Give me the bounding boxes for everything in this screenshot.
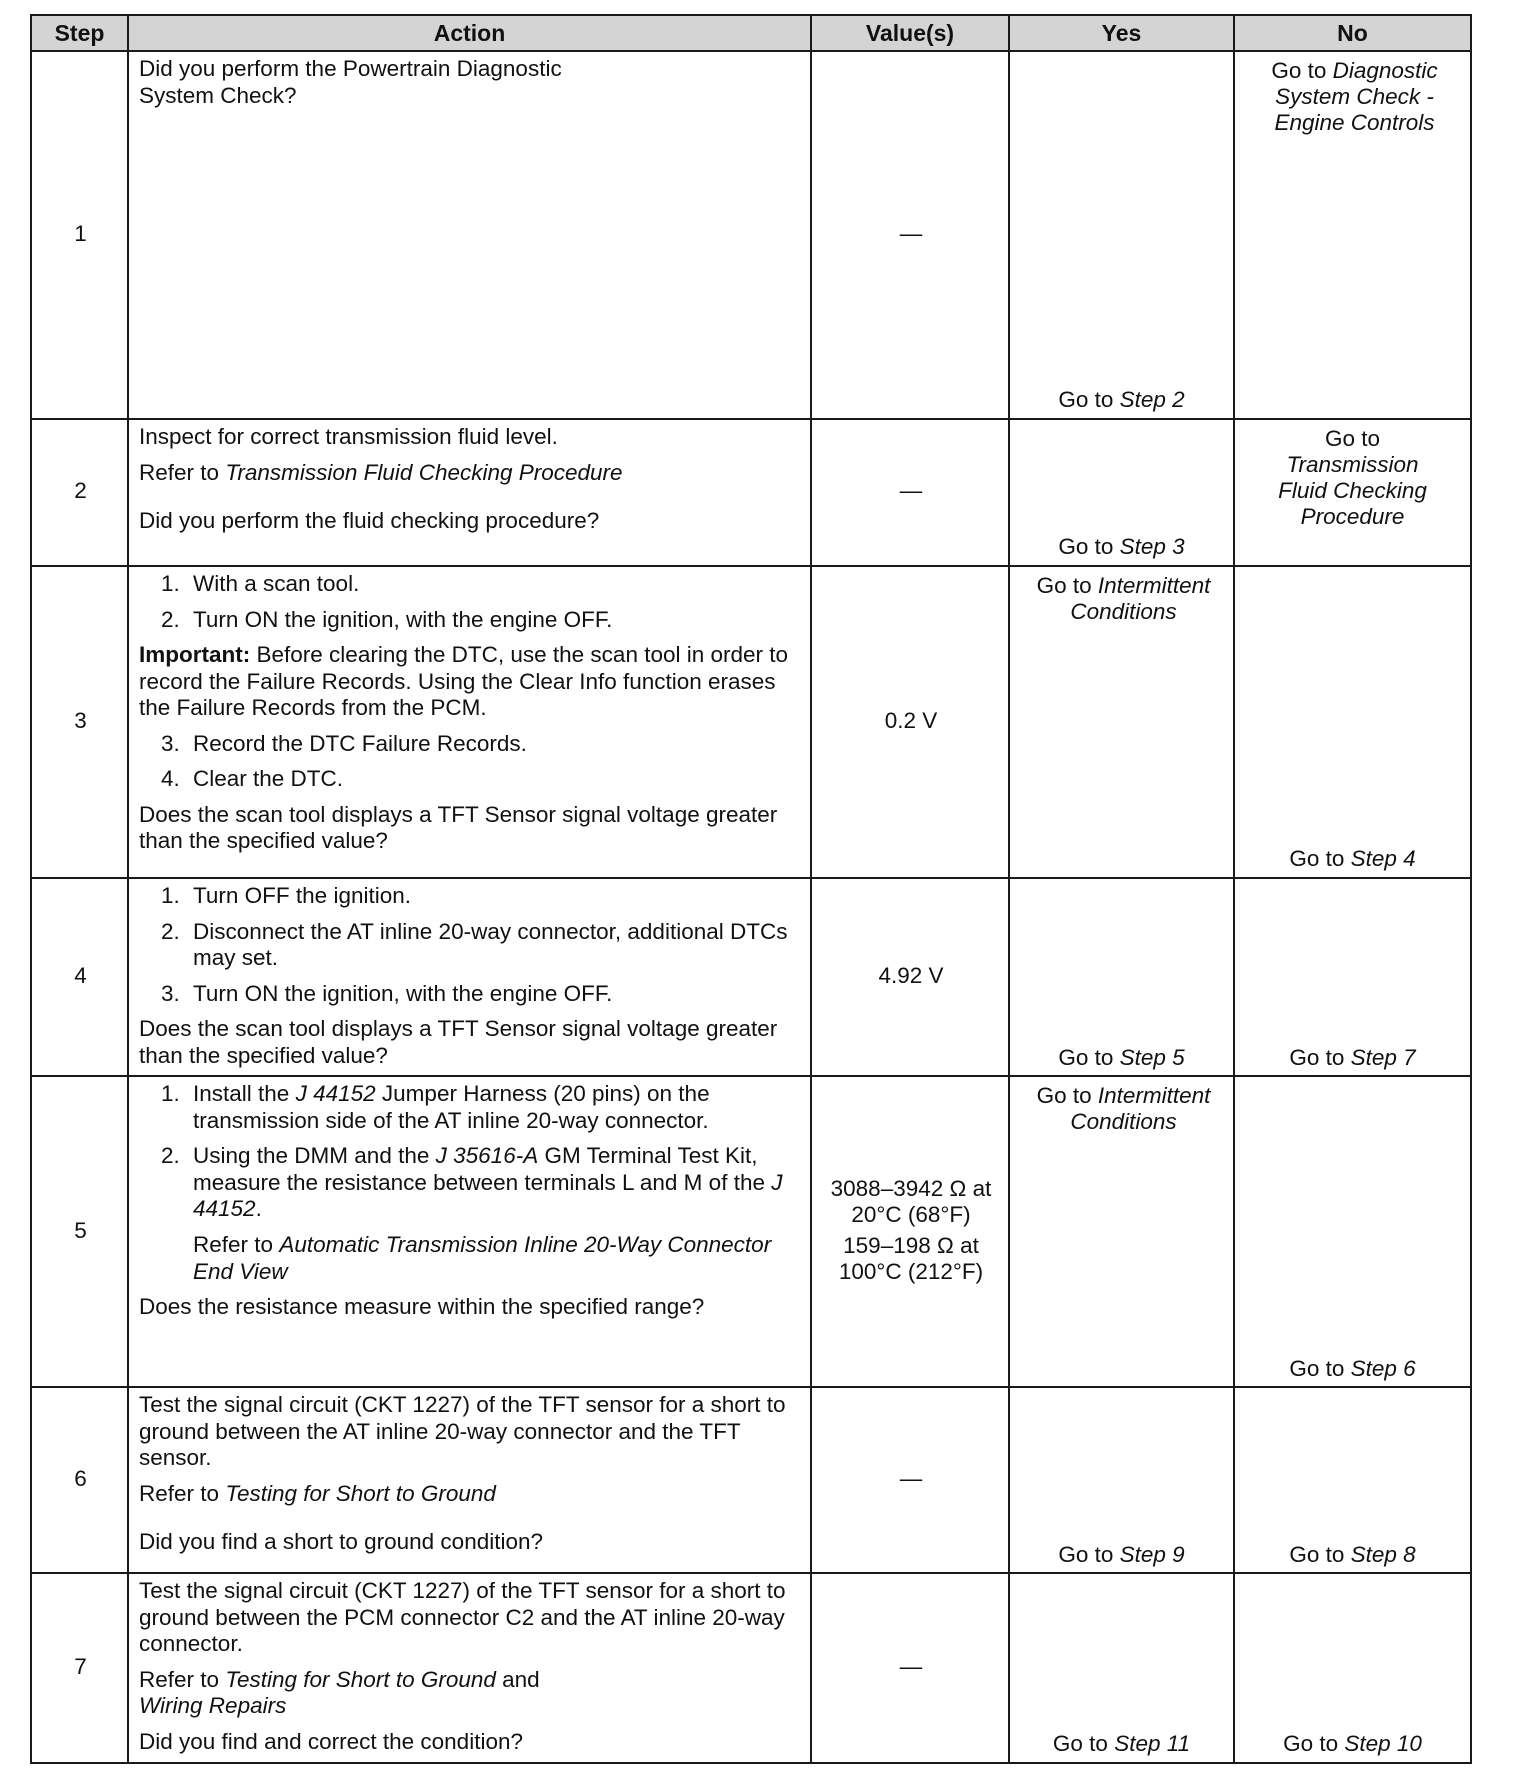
step-number: 5 — [31, 1076, 128, 1387]
table-row — [31, 1573, 1471, 1762]
no-cell — [1234, 51, 1471, 419]
yes-cell — [1009, 1387, 1234, 1573]
step-number: 7 — [31, 1573, 128, 1762]
step-number: 3 — [31, 566, 128, 878]
no-link[interactable]: Go to Step 4 — [1289, 846, 1416, 872]
refer-link[interactable]: Testing for Short to Ground — [225, 1666, 496, 1692]
no-link[interactable]: Go to Step 7 — [1289, 1044, 1416, 1070]
list-item: 1. Install the J 44152 Jumper Harness (20 pins) on the transmission side of the AT inline 20-way connector. — [161, 1081, 710, 1133]
action-text: Test the signal circuit (CKT 1227) of the TFT sensor for a short to ground between the AT inline 20-way connector and the TFT sensor. — [139, 1392, 786, 1471]
yes-link[interactable]: Go to Step 11 — [1052, 1731, 1191, 1757]
action-cell — [128, 51, 811, 419]
table-row — [31, 419, 1471, 566]
yes-cell — [1009, 566, 1234, 878]
header-values: Value(s) — [811, 15, 1009, 51]
list-item: 2. Turn ON the ignition, with the engine OFF. — [161, 606, 613, 632]
step-number: 4 — [31, 878, 128, 1076]
action-refer: Refer to Transmission Fluid Checking Procedure — [139, 459, 623, 485]
value-cell: 4.92 V — [811, 878, 1009, 1076]
action-cell — [128, 878, 811, 1076]
yes-link[interactable]: Go to Step 5 — [1058, 1044, 1185, 1070]
step-number: 1 — [31, 51, 128, 419]
yes-link[interactable]: Go to Step 3 — [1058, 534, 1185, 560]
no-cell — [1234, 566, 1471, 878]
action-cell — [128, 419, 811, 566]
yes-cell — [1009, 419, 1234, 566]
action-refer: Refer to Automatic Transmission Inline 20-Way Connector End View — [193, 1232, 772, 1284]
no-link[interactable]: Go to Transmission Fluid Checking Procedure — [1278, 426, 1427, 529]
value-cell — [811, 1076, 1009, 1387]
list-item: 1. With a scan tool. — [161, 571, 360, 596]
yes-cell — [1009, 1573, 1234, 1762]
action-question: Did you find a short to ground condition? — [139, 1529, 544, 1555]
action-text: Test the signal circuit (CKT 1227) of the TFT sensor for a short to ground between the PCM connector C2 and the AT inline 20-way connector. — [139, 1578, 786, 1657]
action-cell — [128, 1573, 811, 1762]
list-item: 3. Turn ON the ignition, with the engine OFF. — [161, 980, 613, 1006]
yes-cell — [1009, 51, 1234, 419]
action-cell — [128, 566, 811, 878]
action-cell — [128, 1387, 811, 1573]
action-question: Did you perform the Powertrain Diagnostic System Check? — [139, 56, 562, 108]
list-item: 3. Record the DTC Failure Records. — [161, 730, 527, 756]
refer-link[interactable]: Wiring Repairs — [139, 1693, 287, 1719]
no-link[interactable]: Go to Step 8 — [1289, 1541, 1416, 1567]
action-question: Does the resistance measure within the specified range? — [139, 1294, 705, 1320]
table-row — [31, 566, 1471, 878]
table-row — [31, 878, 1471, 1076]
yes-link[interactable]: Go to Intermittent Conditions — [1036, 1083, 1211, 1135]
header-action: Action — [128, 15, 811, 51]
header-step: Step — [31, 15, 128, 51]
table-row — [31, 1387, 1471, 1573]
yes-cell — [1009, 878, 1234, 1076]
no-link[interactable]: Go to Diagnostic System Check - Engine Controls — [1271, 58, 1438, 135]
value-range-20c: 3088–3942 Ω at 20°C (68°F) — [830, 1175, 992, 1228]
action-refer: Refer to Testing for Short to Ground — [139, 1480, 496, 1506]
value-range-100c: 159–198 Ω at 100°C (212°F) — [838, 1232, 984, 1285]
table-row — [31, 1076, 1471, 1387]
diagnostic-table — [30, 14, 1472, 1764]
header-row — [31, 15, 1471, 51]
no-cell — [1234, 1076, 1471, 1387]
yes-link[interactable]: Go to Step 2 — [1058, 387, 1185, 413]
action-cell — [128, 1076, 811, 1387]
action-text: Inspect for correct transmission fluid level. — [139, 424, 558, 449]
value-cell: — — [811, 1387, 1009, 1573]
refer-link[interactable]: Transmission Fluid Checking Procedure — [225, 459, 623, 485]
action-question: Does the scan tool displays a TFT Sensor signal voltage greater than the specified value? — [139, 1016, 778, 1068]
header-no: No — [1234, 15, 1471, 51]
yes-cell — [1009, 1076, 1234, 1387]
important-note: Important: Before clearing the DTC, use the scan tool in order to record the Failure Records. Using the Clear Info function erases the Failure Records from the PCM. — [139, 642, 789, 721]
action-question: Does the scan tool displays a TFT Sensor signal voltage greater than the specified value? — [139, 801, 778, 854]
no-cell — [1234, 1573, 1471, 1762]
refer-link[interactable]: Testing for Short to Ground — [225, 1480, 496, 1506]
action-question: Did you perform the fluid checking procedure? — [139, 508, 600, 534]
no-cell — [1234, 419, 1471, 566]
list-item: 4. Clear the DTC. — [161, 766, 344, 792]
list-item: 1. Turn OFF the ignition. — [161, 883, 412, 908]
refer-link[interactable]: Automatic Transmission Inline 20-Way Connector End View — [193, 1232, 772, 1284]
action-question: Did you find and correct the condition? — [139, 1729, 523, 1755]
no-link[interactable]: Go to Step 10 — [1283, 1731, 1422, 1757]
list-item: 2. Disconnect the AT inline 20-way connector, additional DTCs may set. — [161, 918, 788, 971]
action-refer: Refer to Testing for Short to Ground and Wiring Repairs — [139, 1666, 540, 1719]
value-cell: — — [811, 1573, 1009, 1762]
yes-link[interactable]: Go to Intermittent Conditions — [1036, 573, 1211, 624]
table-row — [31, 51, 1471, 419]
step-number: 6 — [31, 1387, 128, 1573]
header-yes: Yes — [1009, 15, 1234, 51]
step-number: 2 — [31, 419, 128, 566]
value-cell: 0.2 V — [811, 566, 1009, 878]
list-item: 2. Using the DMM and the J 35616-A GM Terminal Test Kit, measure the resistance between terminals L and M of the J 44152. — [161, 1143, 783, 1222]
no-cell — [1234, 878, 1471, 1076]
yes-link[interactable]: Go to Step 9 — [1058, 1541, 1185, 1567]
no-cell — [1234, 1387, 1471, 1573]
value-cell: — — [811, 419, 1009, 566]
no-link[interactable]: Go to Step 6 — [1289, 1355, 1416, 1381]
value-cell: — — [811, 51, 1009, 419]
